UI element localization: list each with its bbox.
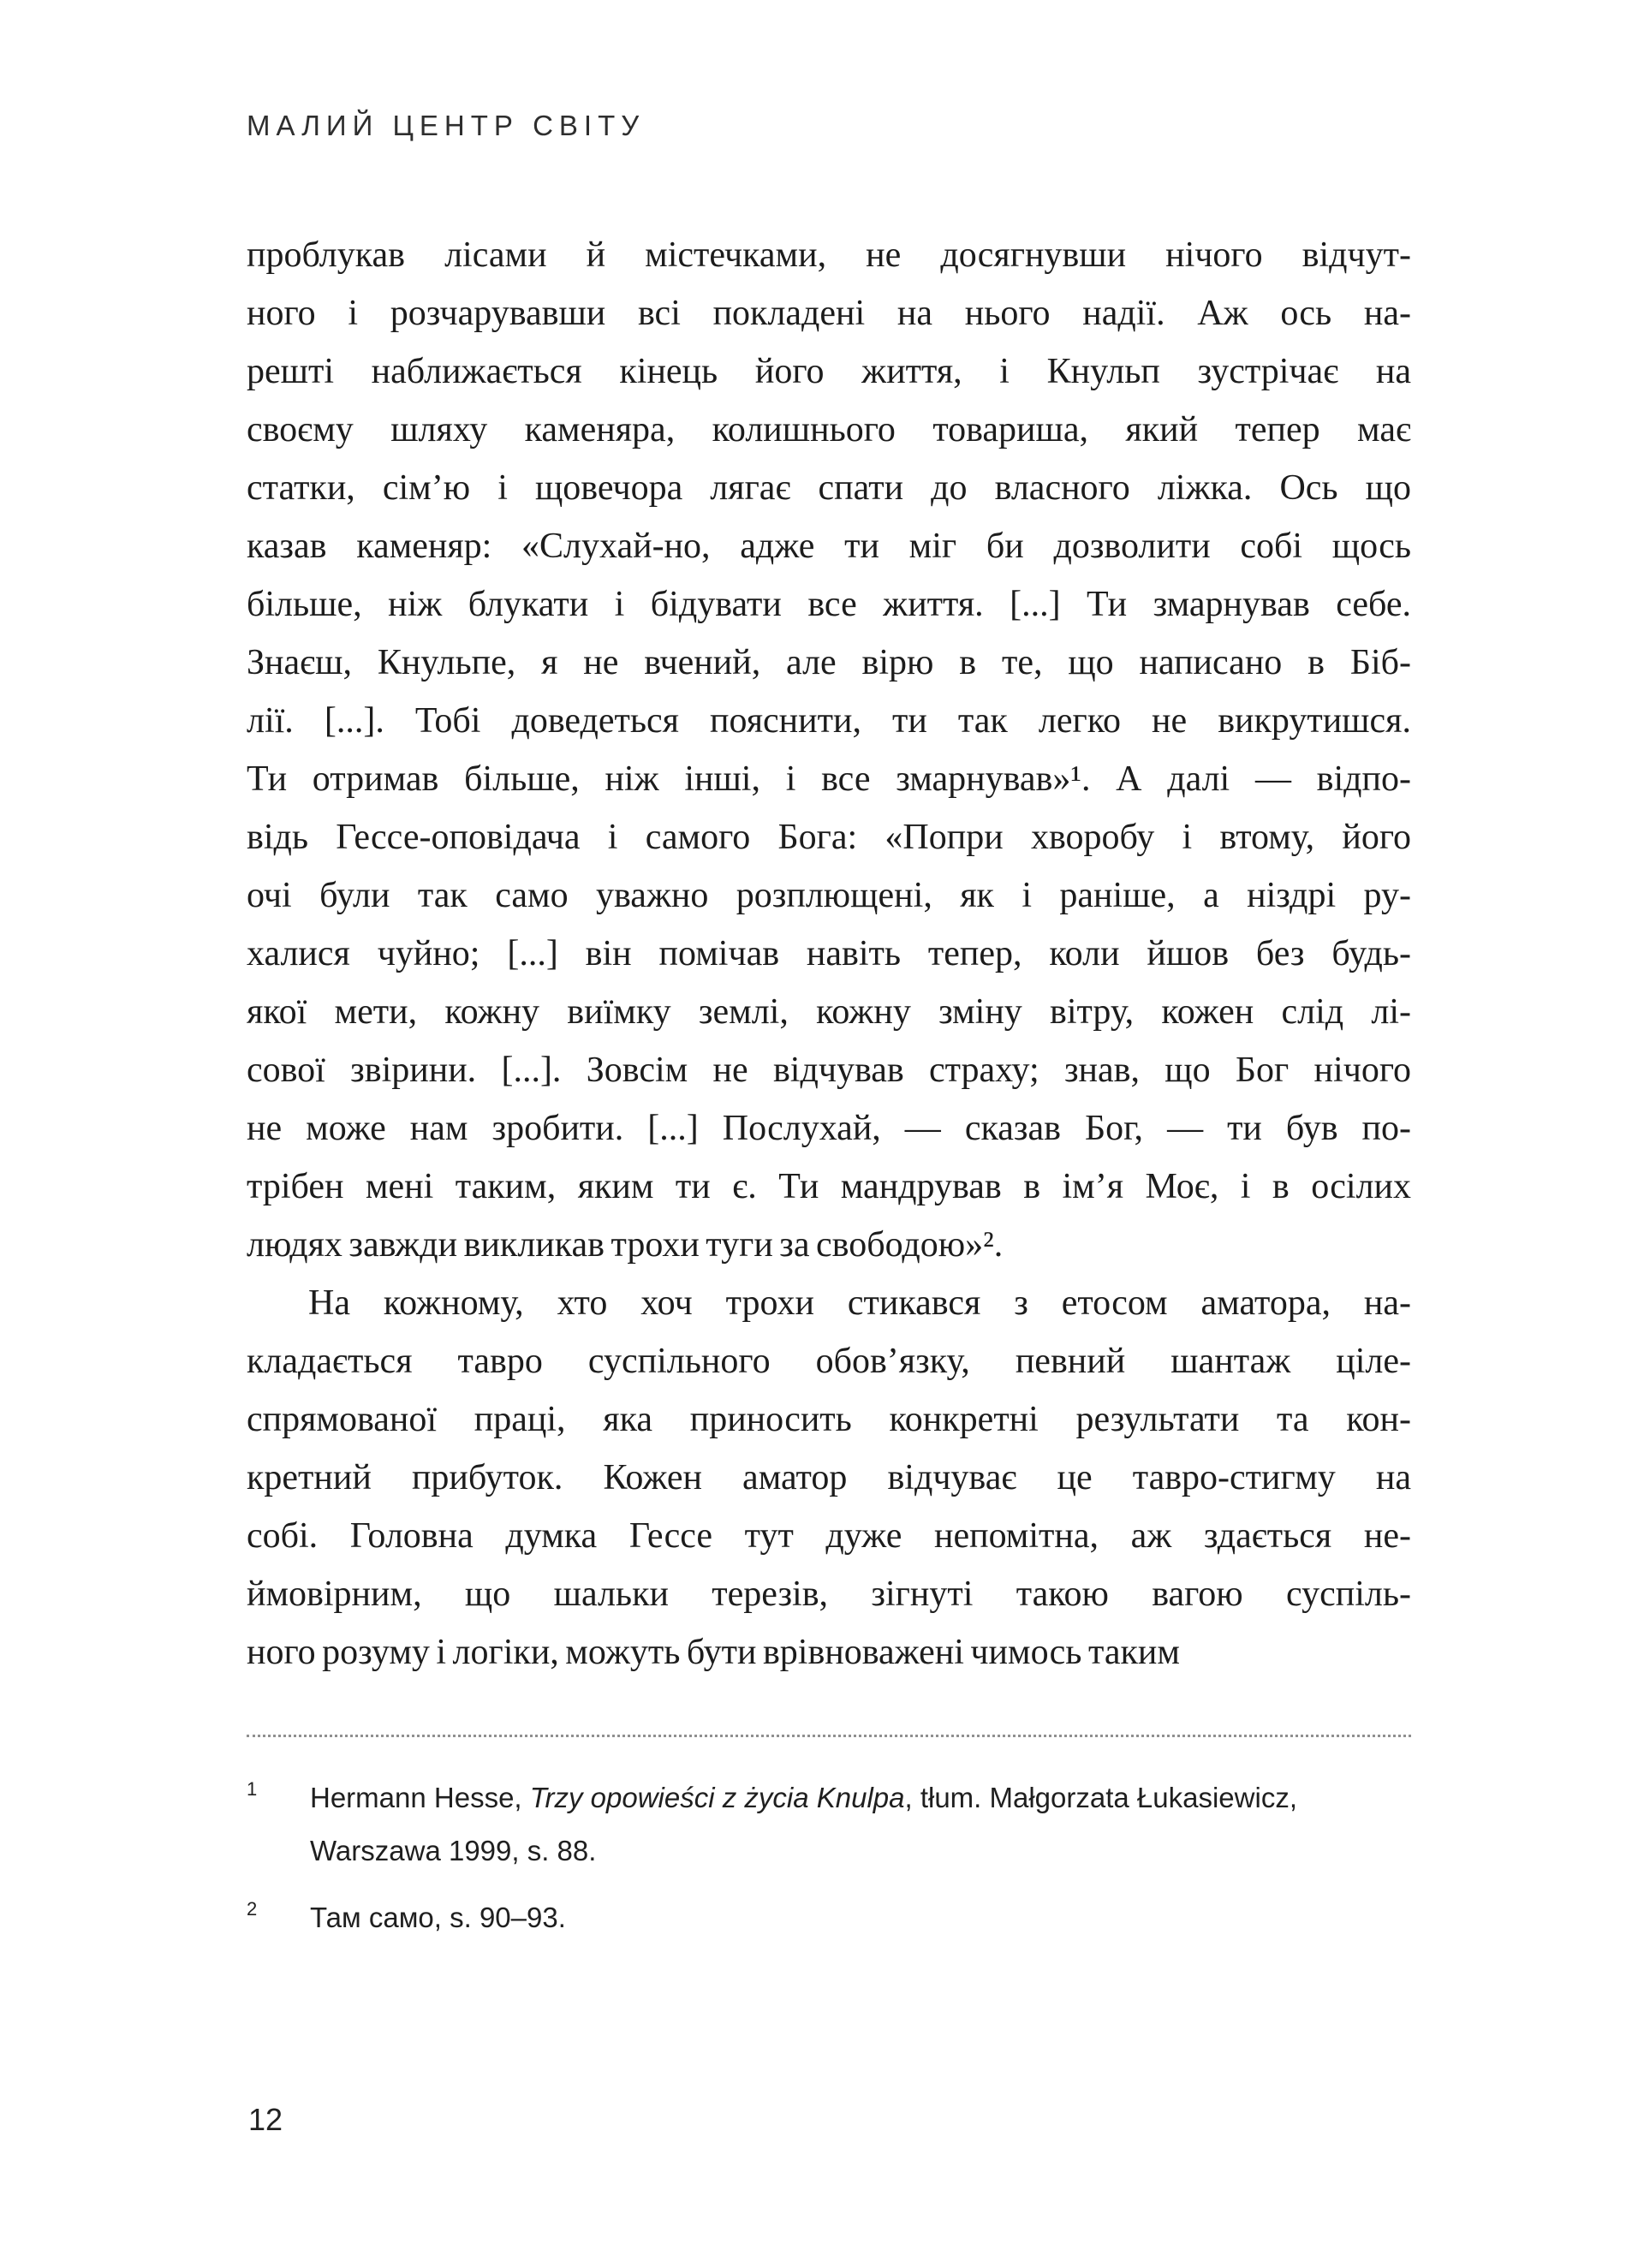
footnotes-section: [247, 1735, 1411, 1958]
footnote-marker: 2: [247, 1898, 258, 1920]
footnote: [247, 1891, 1411, 1944]
footnote-list: [247, 1771, 1411, 1944]
text-line: кладається тавро суспільного обов’язку, певний шантаж ціле-: [247, 1342, 1411, 1381]
text-line: ного і розчарувавши всі покладені на нього надії. Аж ось на-: [247, 294, 1411, 333]
text-line: ймовірним, що шальки терезів, зігнуті такою вагою суспіль-: [247, 1575, 1411, 1614]
text-line: не може нам зробити. [...] Послухай, — сказав Бог, — ти був по-: [247, 1109, 1411, 1148]
text-line: спрямованої праці, яка приносить конкретні результати та кон-: [247, 1400, 1411, 1439]
text-line: Знаєш, Кнульпе, я не вчений, але вірю в те, що написано в Біб-: [247, 643, 1411, 682]
text-line: своєму шляху каменяра, колишнього товариша, який тепер має: [247, 410, 1411, 449]
text-line: халися чуйно; [...] він помічав навіть тепер, коли йшов без будь-: [247, 934, 1411, 973]
page-number: 12: [248, 2102, 283, 2137]
text-line: решті наближається кінець його життя, і Кнульп зустрічає на: [247, 352, 1411, 391]
body-text: [247, 226, 1411, 1682]
text-line: проблукав лісами й містечками, не досягнувши нічого відчут-: [247, 235, 1411, 275]
text-line: трібен мені таким, яким ти є. Ти мандрував в ім’я Моє, і в осілих: [247, 1167, 1411, 1206]
text-line: статки, сім’ю і щовечора лягає спати до власного ліжка. Ось що: [247, 468, 1411, 508]
running-head: МАЛИЙ ЦЕНТР СВІТУ: [247, 110, 646, 141]
footnote: [247, 1771, 1411, 1878]
text-line: очі були так само уважно розплющені, як і раніше, а ніздрі ру-: [247, 876, 1411, 915]
text-line: лії. [...]. Тобі доведеться пояснити, ти так легко не викрутишся.: [247, 701, 1411, 741]
footnote-marker: 1: [247, 1778, 258, 1800]
text-line: людях завжди викликав трохи туги за свободою»².: [247, 1225, 1004, 1265]
footnote-text: Hermann Hesse, Trzy opowieści z życia Knulpa, tłum. Małgorzata Łukasiewicz, Warszawa 1999, s. 88.: [310, 1782, 1297, 1866]
text-line: казав каменяр: «Слухай-но, адже ти міг би дозволити собі щось: [247, 527, 1411, 566]
text-line: відь Гессе-оповідача і самого Бога: «Попри хворобу і втому, його: [247, 818, 1411, 857]
footnote-divider: [247, 1735, 1411, 1737]
text-line: собі. Головна думка Гессе тут дуже непомітна, аж здається не-: [247, 1516, 1411, 1556]
text-line: На кожному, хто хоч трохи стикався з етосом аматора, на-: [308, 1283, 1411, 1323]
text-line: кретний прибуток. Кожен аматор відчуває це тавро-стигму на: [247, 1458, 1411, 1497]
text-line: Ти отримав більше, ніж інші, і все змарнував»¹. А далі — відпо-: [247, 759, 1411, 799]
text-line: більше, ніж блукати і бідувати все життя. [...] Ти змарнував себе.: [247, 585, 1411, 624]
text-line: сової звірини. [...]. Зовсім не відчував страху; знав, що Бог нічого: [247, 1051, 1411, 1090]
text-line: якої мети, кожну виїмку землі, кожну зміну вітру, кожен слід лі-: [247, 992, 1411, 1032]
text-line: ного розуму і логіки, можуть бути врівноважені чимось таким: [247, 1633, 1180, 1672]
footnote-text: Там само, s. 90–93.: [310, 1902, 566, 1933]
